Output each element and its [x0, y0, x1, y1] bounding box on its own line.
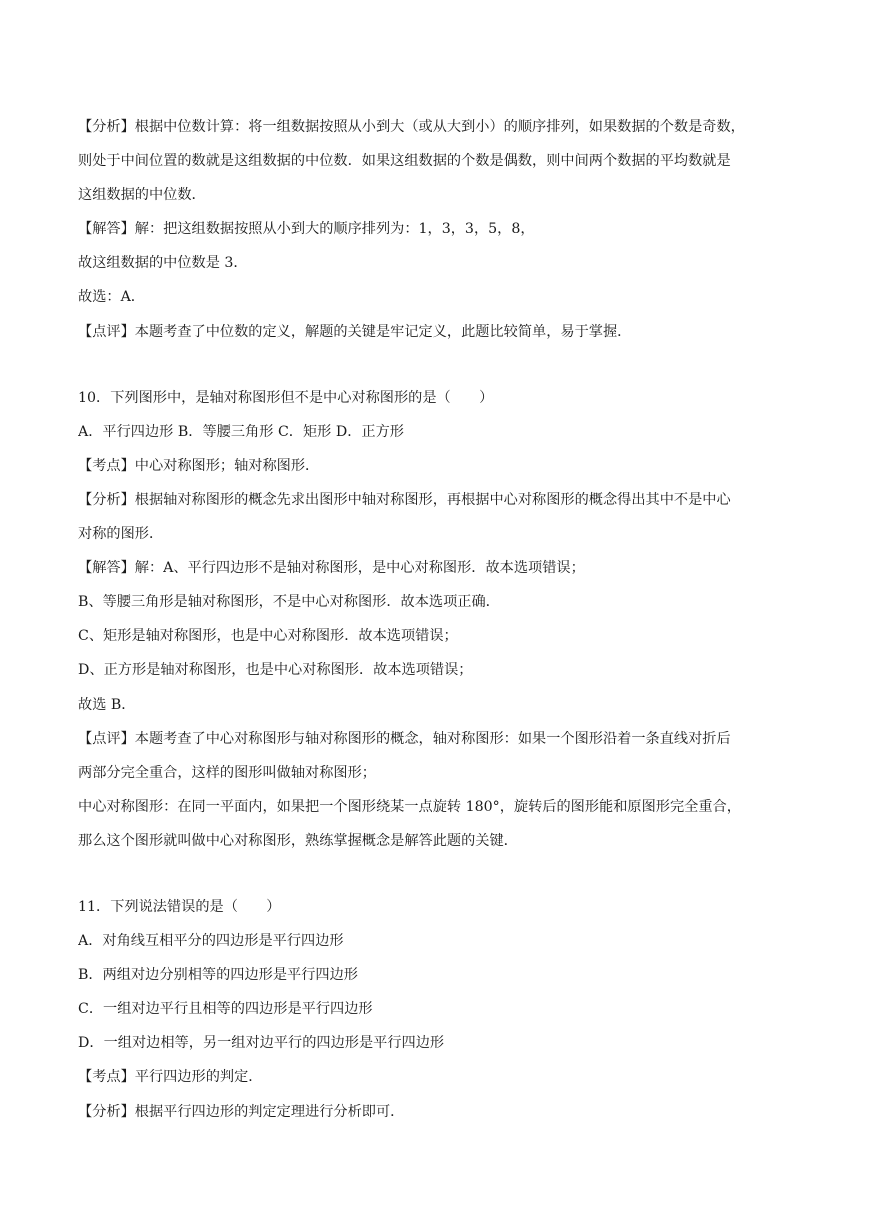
q9-analysis-line-1: 【分析】根据中位数计算：将一组数据按照从小到大（或从大到小）的顺序排列，如果数据的个数是奇数，: [78, 119, 745, 135]
q9-analysis-line-2: 则处于中间位置的数就是这组数据的中位数．如果这组数据的个数是偶数，则中间两个数据的平均数就是: [78, 153, 731, 170]
section-gap: [78, 858, 794, 890]
q11-question: 11．下列说法错误的是（ ）: [78, 898, 281, 915]
q11-analysis: 【分析】根据平行四边形的判定定理进行分析即可．: [78, 1103, 405, 1120]
q10-answer-b: B、等腰三角形是轴对称图形，不是中心对称图形．故本选项正确．: [78, 594, 500, 611]
q10-choice: 故选 B．: [78, 696, 136, 713]
q10-analysis-line-1: 【分析】根据轴对称图形的概念先求出图形中轴对称图形，再根据中心对称图形的概念得出其中不是中心: [78, 491, 731, 508]
q9-answer-line-2: 故这组数据的中位数是 3．: [78, 255, 248, 272]
q10-block: [78, 381, 794, 858]
q11-option-a: A．对角线互相平分的四边形是平行四边形: [78, 933, 344, 950]
page-content: [78, 110, 794, 1129]
q10-answer-a: 【解答】解：A、平行四边形不是轴对称图形，是中心对称图形．故本选项错误；: [78, 560, 585, 577]
q10-comment-line-1: 【点评】本题考查了中心对称图形与轴对称图形的概念，轴对称图形：如果一个图形沿着一条直线对折后: [78, 730, 731, 747]
q11-topic: 【考点】平行四边形的判定．: [78, 1069, 263, 1086]
q10-comment-line-4: 那么这个图形就叫做中心对称图形，熟练掌握概念是解答此题的关键．: [78, 832, 518, 849]
q10-question: 10．下列图形中，是轴对称图形但不是中心对称图形的是（ ）: [78, 389, 494, 406]
q10-comment-line-2: 两部分完全重合，这样的图形叫做轴对称图形；: [78, 764, 376, 781]
q10-analysis-line-2: 对称的图形．: [78, 526, 164, 543]
q9-analysis-line-3: 这组数据的中位数．: [78, 187, 206, 204]
q10-options: A．平行四边形 B．等腰三角形 C．矩形 D．正方形: [78, 423, 404, 440]
q11-option-d: D．一组对边相等，另一组对边平行的四边形是平行四边形: [78, 1035, 445, 1052]
q11-option-c: C．一组对边平行且相等的四边形是平行四边形: [78, 1001, 373, 1018]
q10-answer-c: C、矩形是轴对称图形，也是中心对称图形．故本选项错误；: [78, 628, 458, 645]
q11-block: [78, 890, 794, 1129]
q10-answer-d: D、正方形是轴对称图形，也是中心对称图形．故本选项错误；: [78, 662, 473, 679]
q9-comment: 【点评】本题考查了中位数的定义，解题的关键是牢记定义，此题比较简单，易于掌握．: [78, 323, 632, 340]
q10-topic: 【考点】中心对称图形；轴对称图形．: [78, 457, 320, 474]
q9-choice: 故选：A．: [78, 289, 145, 306]
q10-comment-line-3: 中心对称图形：在同一平面内，如果把一个图形绕某一点旋转 180°，旋转后的图形能和原图形完全重合，: [78, 798, 741, 815]
q9-answer-line-1: 【解答】解：把这组数据按照从小到大的顺序排列为：1，3，3，5，8，: [78, 221, 535, 238]
q9-solution-block: [78, 110, 794, 349]
q11-option-b: B．两组对边分别相等的四边形是平行四边形: [78, 967, 358, 984]
section-gap: [78, 349, 794, 381]
